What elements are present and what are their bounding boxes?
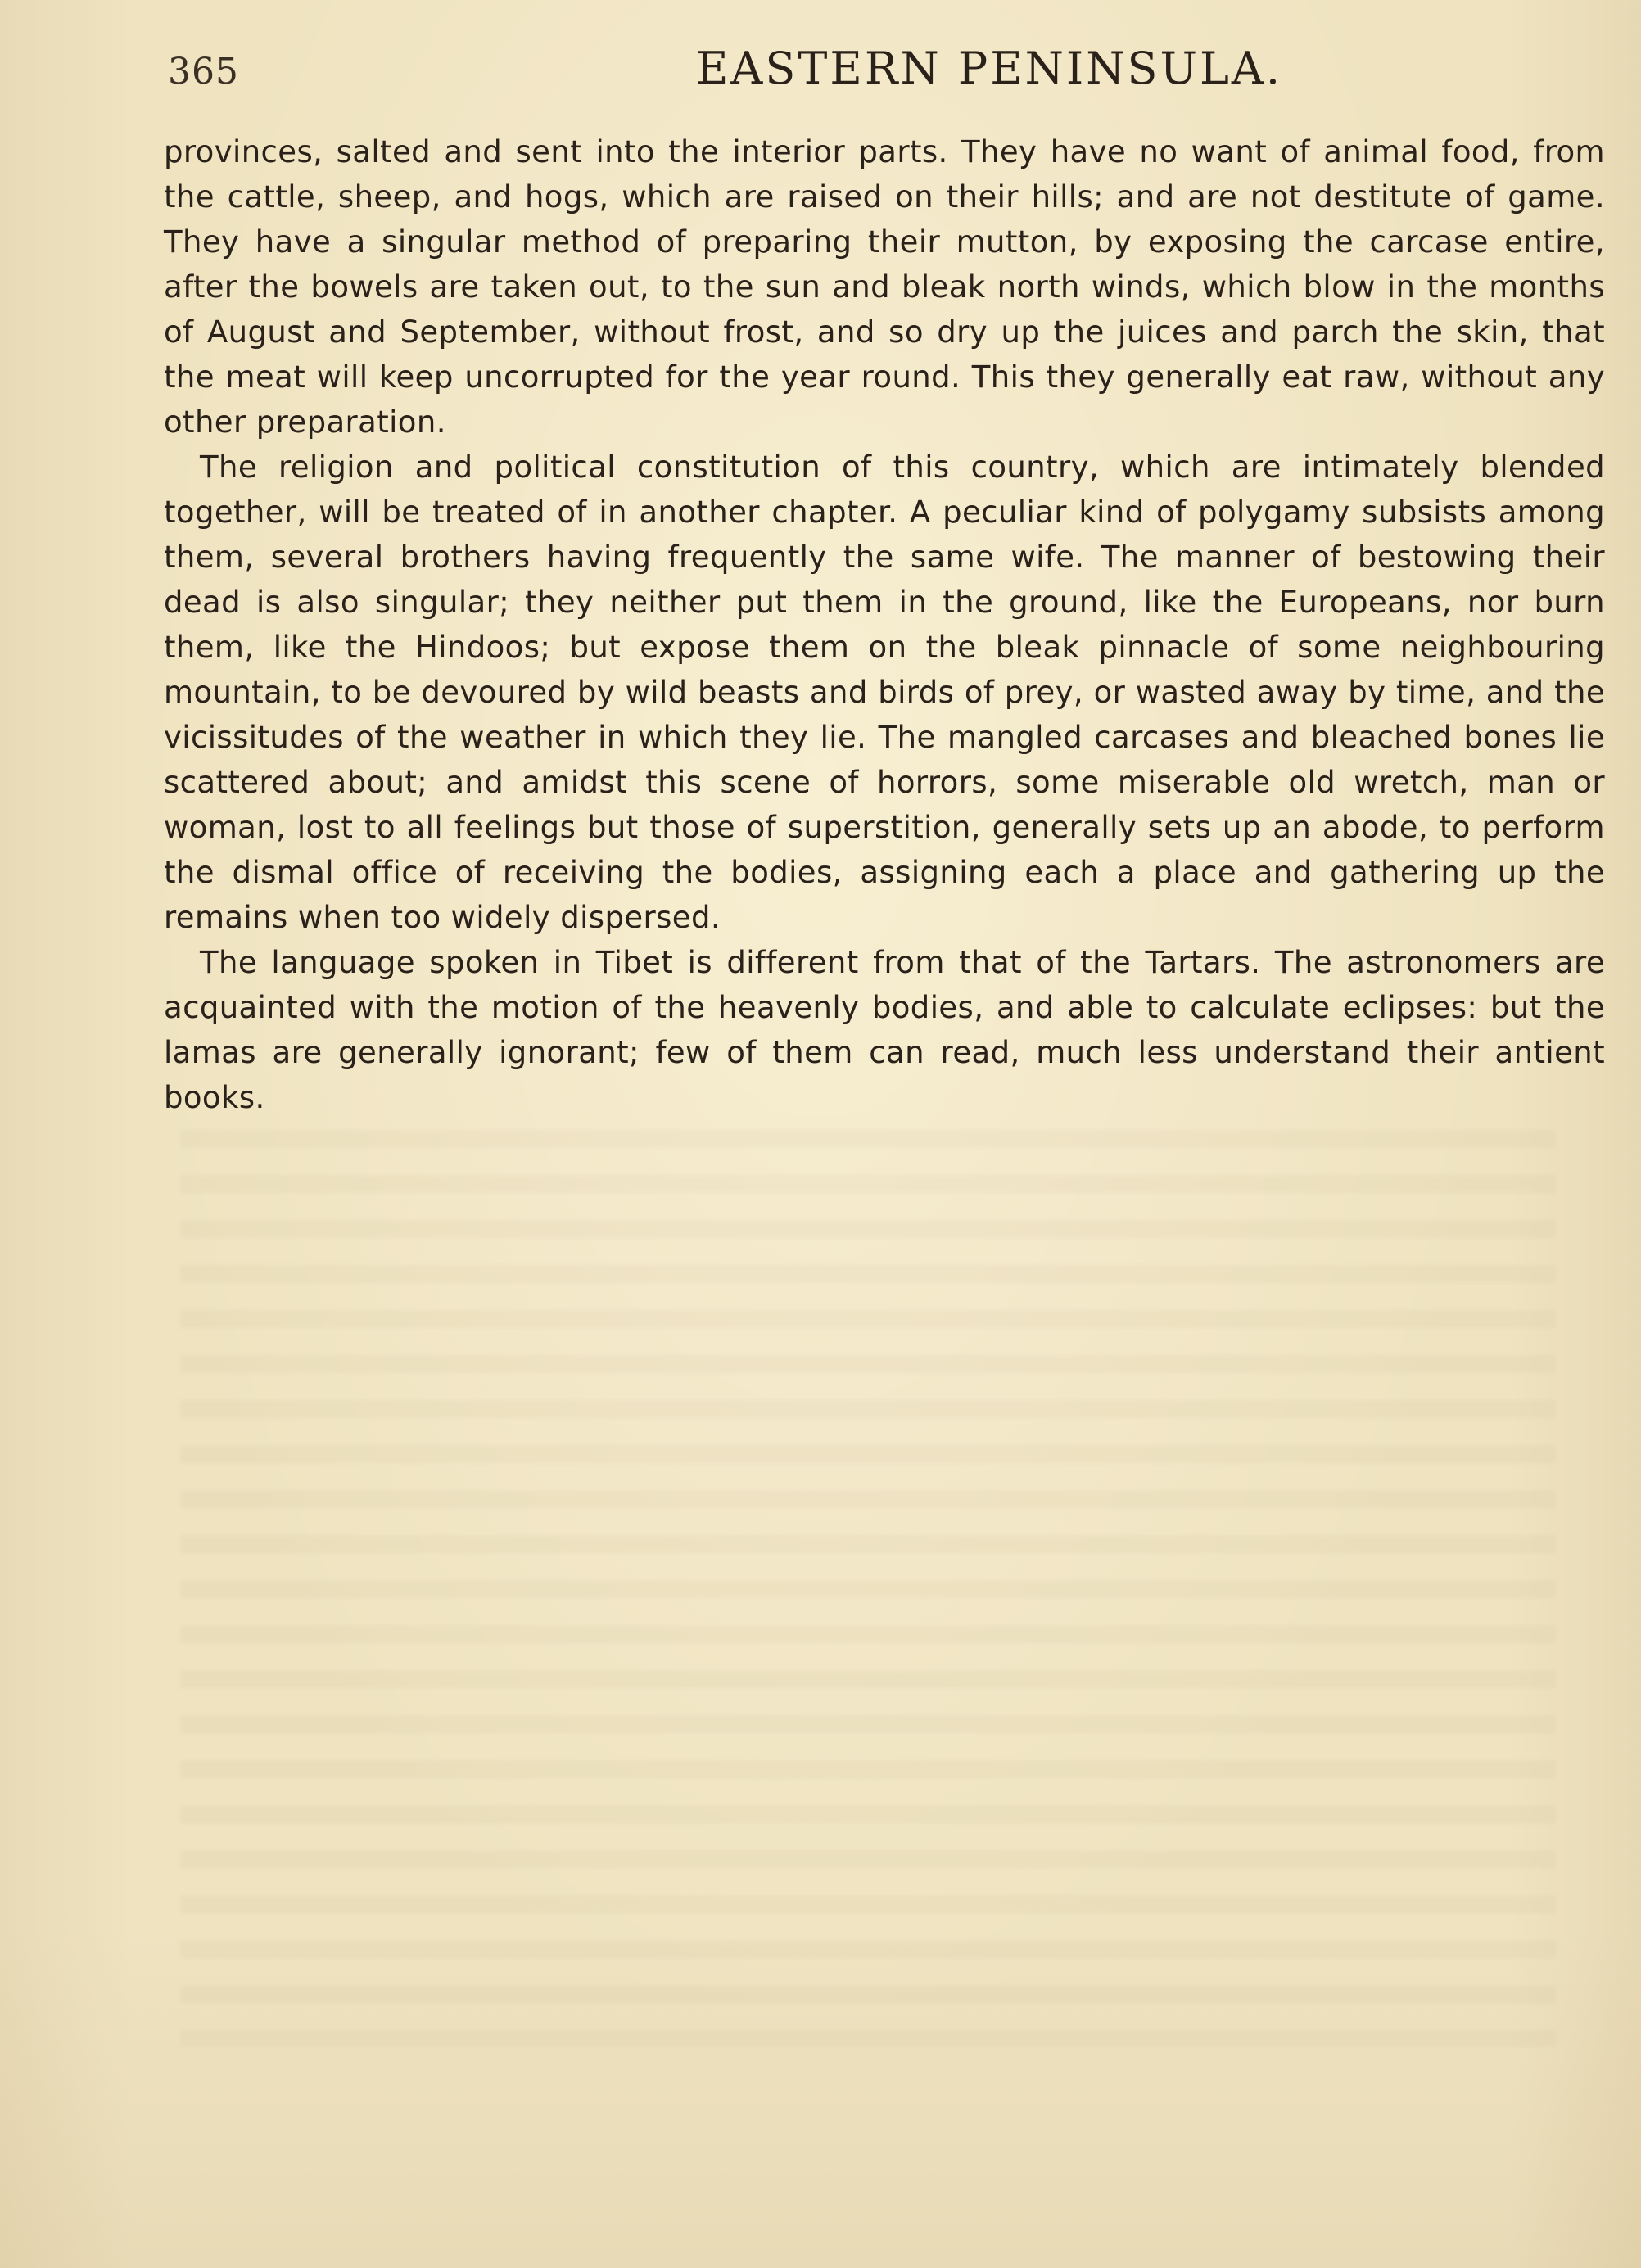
paragraph-1: provinces, salted and sent into the interior parts. They have no want of animal food, from the cattle, sheep, and hogs, which are raised on their hills; and are not destitute of game. They have a singular method of preparing their mutton, by exposing the carcase entire, after the bowels are taken out, to the sun and bleak north winds, which blow in the months of August and September, without frost, and so dry up the juices and parch the skin, that the meat will keep uncorrupted for the year round. This they generally eat raw, without any other preparation. bbox=[164, 134, 1605, 440]
paragraph-3: The language spoken in Tibet is different from that of the Tartars. The astronomers are acquainted with the motion of the heavenly bodies, and able to calculate eclipses: but the lamas are generally ignorant; few of them can read, much less understand their antient books. bbox=[164, 945, 1605, 1115]
paragraph-2: The religion and political constitution of this country, which are intimately blended together, will be treated of in another chapter. A peculiar kind of polygamy subsists among them, several brothers having frequently the same wife. The manner of bestowing their dead is also singular; they neither put them in the ground, like the Europeans, nor burn them, like the Hindoos; but expose them on the bleak pinnacle of some neighbouring mountain, to be devoured by wild beasts and birds of prey, or wasted away by time, and the vicissitudes of the weather in which they lie. The mangled carcases and bleached bones lie scattered about; and amidst this scene of horrors, some miserable old wretch, man or woman, lost to all feelings but those of superstition, generally sets up an abode, to perform the dismal office of receiving the bodies, assigning each a place and gathering up the remains when too widely dispersed. bbox=[164, 450, 1605, 935]
running-title: EASTERN PENINSULA. bbox=[696, 43, 1283, 94]
show-through-texture bbox=[180, 1130, 1556, 2047]
page-number: 365 bbox=[168, 51, 239, 93]
body-text bbox=[164, 129, 1605, 1120]
